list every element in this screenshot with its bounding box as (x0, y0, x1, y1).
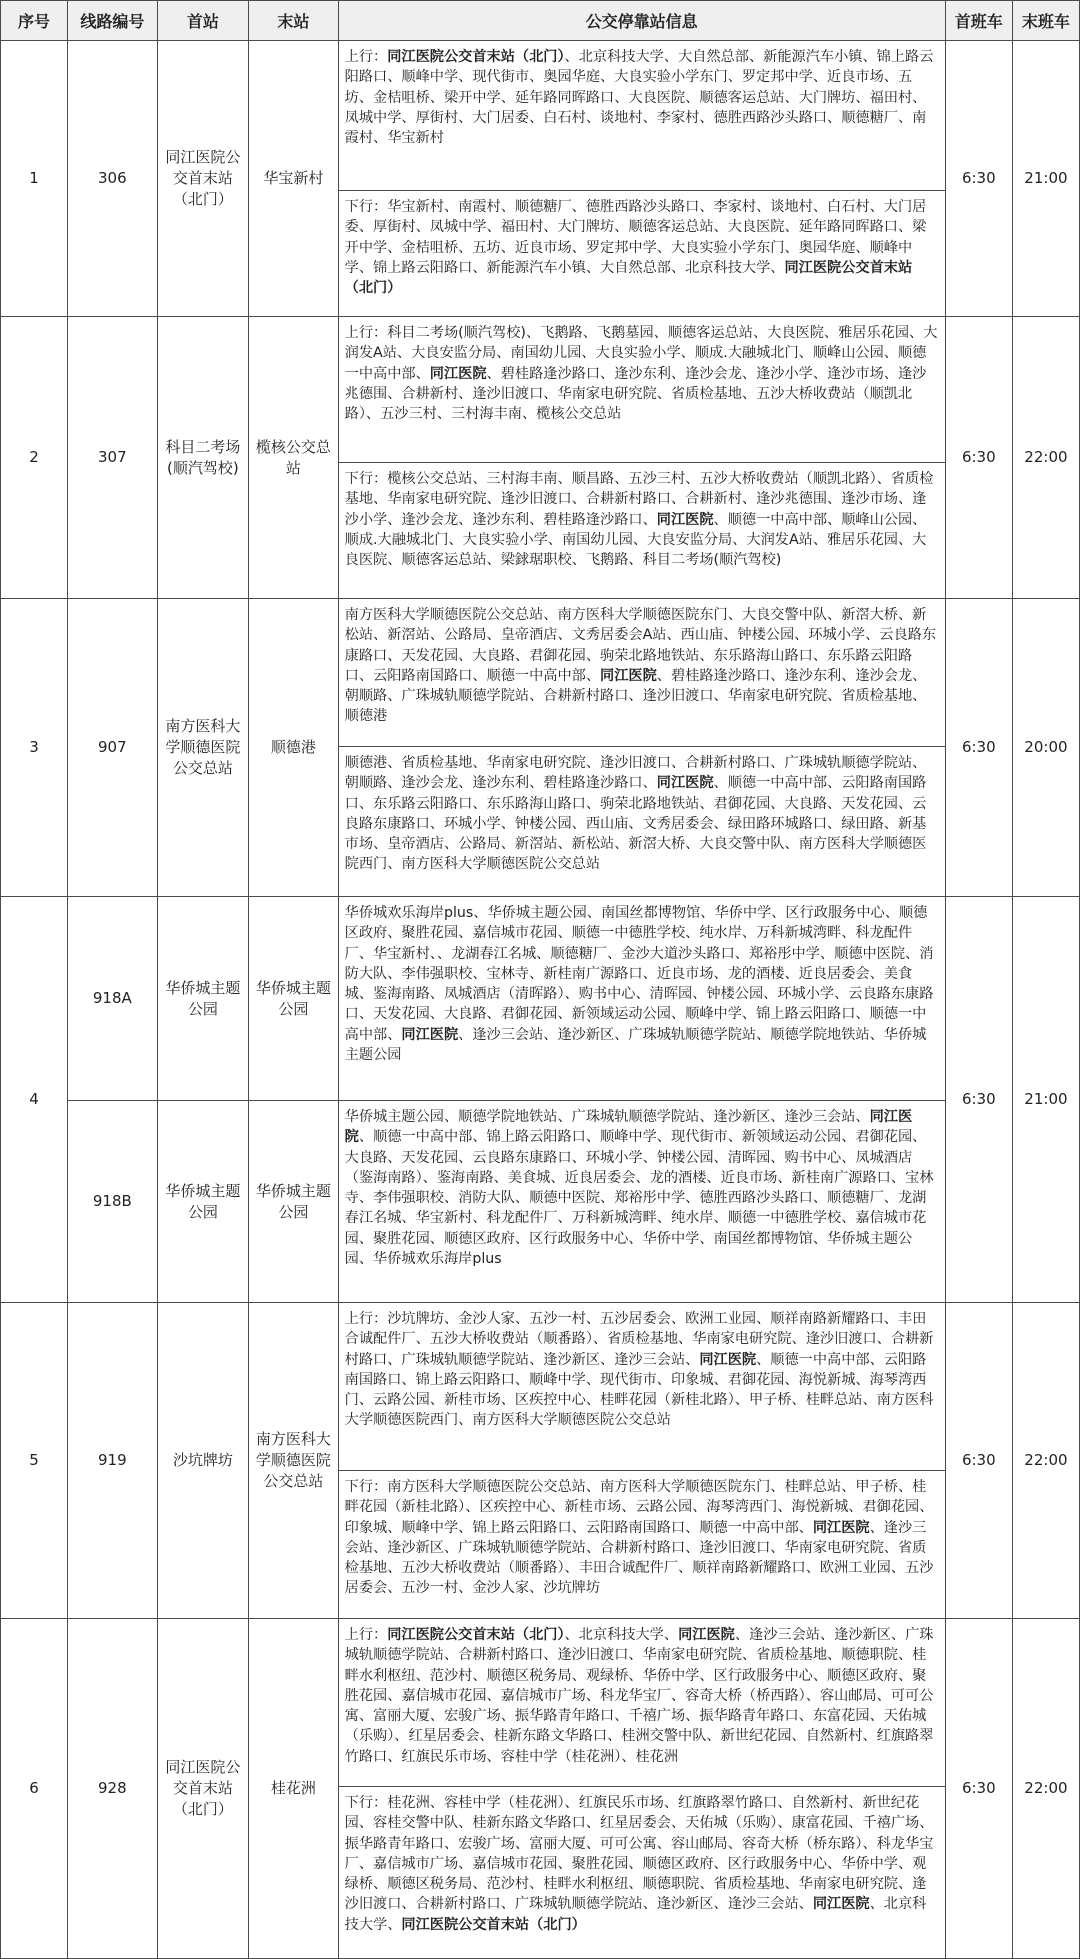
highlight-stop: 同江医院 (812, 1896, 870, 1913)
route-first-stop: 华侨城主题公园 (157, 897, 249, 1101)
route-last-stop: 榄核公交总站 (249, 317, 338, 599)
route-line: 307 (68, 317, 157, 599)
highlight-stop: 同江医院 (656, 775, 714, 792)
route-stops-out: 南方医科大学顺德医院公交总站、南方医科大学顺德医院东门、大良交警中队、新滘大桥、新松站、新滘站、公路局、皇帝酒店、文秀居委会A站、西山庙、钟楼公园、环城小学、云良路东康路口、天发花园、大良路、君御花园、驹荣北路地铁站、东乐路海山路口、东乐路云阳路口、云阳路南国路口、顺德一中高中部、同江医院、碧桂路逢沙路口、逢沙东利、逢沙会龙、朝顺路、广珠城轨顺德学院站、合耕新村路口、逢沙旧渡口、华南家电研究院、省质检基地、顺德港 (338, 599, 945, 747)
route-last-stop: 顺德港 (249, 599, 338, 897)
route-line: 918A (68, 897, 157, 1101)
route-last-bus: 20:00 (1012, 599, 1079, 897)
route-last-stop: 桂花洲 (249, 1619, 338, 1959)
route-stops-back: 顺德港、省质检基地、华南家电研究院、逢沙旧渡口、合耕新村路口、广珠城轨顺德学院站、朝顺路、逢沙会龙、逢沙东利、碧桂路逢沙路口、同江医院、顺德一中高中部、云阳路南国路口、东乐路云阳路口、东乐路海山路口、驹荣北路地铁站、君御花园、大良路、天发花园、云良路东康路口、环城小学、钟楼公园、西山庙、文秀居委会、绿田路环城路口、绿田路、新基市场、皇帝酒店、公路局、新滘站、新松站、新滘大桥、大良交警中队、南方医科大学顺德医院西门、南方医科大学顺德医院公交总站 (338, 747, 945, 897)
route-last-bus: 22:00 (1012, 1619, 1079, 1959)
route-first-bus: 6:30 (945, 1303, 1012, 1619)
highlight-stop: 同江医院公交首末站（北门） (401, 1916, 586, 1933)
highlight-stop: 同江医院 (344, 1109, 913, 1146)
header-no: 序号 (1, 1, 68, 41)
route-first-stop: 华侨城主题公园 (157, 1101, 249, 1303)
table-row (1, 599, 1080, 747)
route-first-bus: 6:30 (945, 317, 1012, 599)
header-first-bus: 首班车 (945, 1, 1012, 41)
route-stops-up: 上行：沙坑牌坊、金沙人家、五沙一村、五沙居委会、欧洲工业园、顺祥南路新耀路口、丰田合诚配件厂、五沙大桥收费站（顺番路）、省质检基地、华南家电研究院、逢沙旧渡口、合耕新村路口、广珠城轨顺德学院站、逢沙新区、逢沙三会站、同江医院、顺德一中高中部、云阳路南国路口、锦上路云阳路口、顺峰中学、现代街市、印象城、君御花园、海悦新城、海琴湾西门、云路公园、新桂市场、区疾控中心、桂畔花园（新桂北路）、甲子桥、桂畔总站、南方医科大学顺德医院西门、南方医科大学顺德医院公交总站 (338, 1303, 945, 1471)
route-stops-down: 下行：华宝新村、南霞村、顺德糖厂、德胜西路沙头路口、李家村、谈地村、白石村、大门居委、厚街村、凤城中学、福田村、大门牌坊、顺德客运总站、大良医院、延年路同晖路口、梁开中学、金桔咀桥、五坊、近良市场、罗定邦中学、大良实验小学东门、奥园华庭、顺峰中学、锦上路云阳路口、新能源汽车小镇、大自然总部、北京科技大学、同江医院公交首末站（北门） (338, 191, 945, 317)
route-last-bus: 21:00 (1012, 897, 1079, 1303)
table-row (1, 897, 1080, 1101)
route-no: 3 (1, 599, 68, 897)
route-first-stop: 沙坑牌坊 (157, 1303, 249, 1619)
route-last-stop: 南方医科大学顺德医院公交总站 (249, 1303, 338, 1619)
route-stops-up: 上行：同江医院公交首末站（北门）、北京科技大学、大自然总部、新能源汽车小镇、锦上路云阳路口、顺峰中学、现代街市、奥园华庭、大良实验小学东门、罗定邦中学、近良市场、五坊、金桔咀桥、梁开中学、延年路同晖路口、大良医院、顺德客运总站、大门牌坊、福田村、凤城中学、厚街村、大门居委、白石村、谈地村、李家村、德胜西路沙头路口、顺德糖厂、南霞村、华宝新村 (338, 41, 945, 191)
header-stops: 公交停靠站信息 (338, 1, 945, 41)
highlight-stop: 同江医院 (678, 1627, 735, 1643)
table-row (1, 1619, 1080, 1787)
table-row (1, 1303, 1080, 1471)
highlight-stop: 同江医院 (656, 511, 714, 528)
header-first-stop: 首站 (157, 1, 249, 41)
table-row (1, 41, 1080, 191)
highlight-stop: 同江医院 (429, 365, 487, 382)
route-last-stop: 华宝新村 (249, 41, 338, 317)
route-stops-down: 下行：南方医科大学顺德医院公交总站、南方医科大学顺德医院东门、桂畔总站、甲子桥、桂畔花园（新桂北路）、区疾控中心、新桂市场、云路公园、海琴湾西门、海悦新城、君御花园、印象城、顺峰中学、锦上路云阳路口、云阳路南国路口、顺德一中高中部、同江医院、逢沙三会站、逢沙新区、广珠城轨顺德学院站、合耕新村路口、逢沙旧渡口、华南家电研究院、省质检基地、五沙大桥收费站（顺番路）、丰田合诚配件厂、顺祥南路新耀路口、欧洲工业园、五沙居委会、五沙一村、金沙人家、沙坑牌坊 (338, 1471, 945, 1619)
route-last-bus: 22:00 (1012, 1303, 1079, 1619)
route-first-bus: 6:30 (945, 1619, 1012, 1959)
table-row (1, 317, 1080, 463)
route-last-stop: 华侨城主题公园 (249, 1101, 338, 1303)
route-stops-down: 下行：桂花洲、容桂中学（桂花洲）、红旗民乐市场、红旗路翠竹路口、自然新村、新世纪花园、容桂交警中队、桂新东路文华路口、红星居委会、天佑城（乐购）、康富花园、千禧广场、振华路青年路口、宏骏广场、富丽大厦、可可公寓、容山邮局、容奇大桥（桥东路）、科龙华宝厂、嘉信城市广场、嘉信城市花园、聚胜花园、顺德区政府、区行政服务中心、华侨中学、观绿桥、顺德区税务局、范沙村、桂畔水利枢纽、顺德职院、省质检基地、华南家电研究院、逢沙旧渡口、合耕新村路口、广珠城轨顺德学院站、逢沙新区、逢沙三会站、同江医院、北京科技大学、同江医院公交首末站（北门） (338, 1787, 945, 1959)
route-no: 1 (1, 41, 68, 317)
route-first-stop: 同江医院公交首末站（北门） (157, 41, 249, 317)
route-first-bus: 6:30 (945, 599, 1012, 897)
route-no: 2 (1, 317, 68, 599)
route-stops-down: 下行：榄核公交总站、三村海丰南、顺昌路、五沙三村、五沙大桥收费站（顺凯北路）、省质检基地、华南家电研究院、逢沙旧渡口、合耕新村路口、合耕新村、逢沙兆德围、逢沙市场、逢沙小学、逢沙会龙、逢沙东利、碧桂路逢沙路口、同江医院、顺德一中高中部、顺峰山公园、顺成.大融城北门、大良实验小学、南国幼儿园、大良安监分局、大润发A站、雅居乐花园、大良医院、顺德客运总站、梁銶琚职校、飞鹅路、科目二考场(顺汽驾校) (338, 463, 945, 599)
route-line: 907 (68, 599, 157, 897)
route-no: 5 (1, 1303, 68, 1619)
route-line: 306 (68, 41, 157, 317)
route-last-stop: 华侨城主题公园 (249, 897, 338, 1101)
route-first-bus: 6:30 (945, 41, 1012, 317)
highlight-stop: 同江医院公交首末站（北门） (344, 259, 913, 297)
header-line: 线路编号 (68, 1, 157, 41)
highlight-stop: 同江医院 (600, 667, 657, 684)
route-first-stop: 科目二考场(顺汽驾校) (157, 317, 249, 599)
highlight-stop: 同江医院 (401, 1026, 459, 1043)
route-line: 928 (68, 1619, 157, 1959)
route-first-bus: 6:30 (945, 897, 1012, 1303)
route-no: 6 (1, 1619, 68, 1959)
route-first-stop: 南方医科大学顺德医院公交总站 (157, 599, 249, 897)
route-stops-918b: 华侨城主题公园、顺德学院地铁站、广珠城轨顺德学院站、逢沙新区、逢沙三会站、同江医院、顺德一中高中部、锦上路云阳路口、顺峰中学、现代街市、新领域运动公园、君御花园、大良路、天发花园、云良路东康路口、环城小学、钟楼公园、清晖园、购书中心、凤城酒店（鉴海南路）、鉴海南路、美食城、近良居委会、龙的酒楼、近良市场、新桂南广源路口、宝林寺、李伟强职校、消防大队、顺德中医院、郑裕彤中学、德胜西路沙头路口、顺德糖厂、龙湖春江名城、华宝新村、科龙配件厂、万科新城湾畔、纯水岸、顺德一中德胜学校、嘉信城市花园、聚胜花园、顺德区政府、区行政服务中心、华侨中学、南国丝都博物馆、华侨城主题公园、华侨城欢乐海岸plus (338, 1101, 945, 1303)
highlight-stop: 同江医院公交首末站（北门） (387, 49, 565, 65)
highlight-stop: 同江医院 (812, 1519, 870, 1536)
route-last-bus: 22:00 (1012, 317, 1079, 599)
route-line: 919 (68, 1303, 157, 1619)
header-last-bus: 末班车 (1012, 1, 1079, 41)
table-row (1, 1101, 1080, 1303)
route-stops-918a: 华侨城欢乐海岸plus、华侨城主题公园、南国丝都博物馆、华侨中学、区行政服务中心、顺德区政府、聚胜花园、嘉信城市花园、顺德一中德胜学校、纯水岸、万科新城湾畔、科龙配件厂、华宝新村、、龙湖春江名城、顺德糖厂、金沙大道沙头路口、郑裕彤中学、顺德中医院、消防大队、李伟强职校、宝林寺、新桂南广源路口、近良市场、龙的酒楼、近良居委会、美食城、鉴海南路、凤城酒店（清晖路）、购书中心、清晖园、钟楼公园、环城小学、云良路东康路口、天发花园、大良路、君御花园、新领域运动公园、顺峰中学、锦上路云阳路口、顺德一中高中部、同江医院、逢沙三会站、逢沙新区、广珠城轨顺德学院站、顺德学院地铁站、华侨城主题公园 (338, 897, 945, 1101)
highlight-stop: 同江医院 (699, 1351, 757, 1368)
route-stops-up: 上行：同江医院公交首末站（北门）、北京科技大学、同江医院、逢沙三会站、逢沙新区、广珠城轨顺德学院站、合耕新村路口、逢沙旧渡口、华南家电研究院、省质检基地、顺德职院、桂畔水利枢纽、范沙村、顺德区税务局、观绿桥、华侨中学、区行政服务中心、顺德区政府、聚胜花园、嘉信城市花园、嘉信城市广场、科龙华宝厂、容奇大桥（桥西路）、容山邮局、可可公寓、富丽大厦、宏骏广场、振华路青年路口、千禧广场、振华路青年路口、东富花园、天佑城（乐购）、红星居委会、桂新东路文华路口、桂洲交警中队、新世纪花园、自然新村、红旗路翠竹路口、红旗民乐市场、容桂中学（桂花洲）、桂花洲 (338, 1619, 945, 1787)
highlight-stop: 同江医院公交首末站（北门） (387, 1627, 565, 1643)
header-row (1, 1, 1080, 41)
header-last-stop: 末站 (249, 1, 338, 41)
route-stops-up: 上行：科目二考场(顺汽驾校)、飞鹅路、飞鹅墓园、顺德客运总站、大良医院、雅居乐花园、大润发A站、大良安监分局、南国幼儿园、大良实验小学、顺成.大融城北门、顺峰山公园、顺德一中高中部、同江医院、碧桂路逢沙路口、逢沙东利、逢沙会龙、逢沙小学、逢沙市场、逢沙兆德围、合耕新村、逢沙旧渡口、华南家电研究院、省质检基地、五沙大桥收费站（顺凯北路）、五沙三村、三村海丰南、榄核公交总站 (338, 317, 945, 463)
route-first-stop: 同江医院公交首末站（北门） (157, 1619, 249, 1959)
route-last-bus: 21:00 (1012, 41, 1079, 317)
route-no: 4 (1, 897, 68, 1303)
route-line: 918B (68, 1101, 157, 1303)
